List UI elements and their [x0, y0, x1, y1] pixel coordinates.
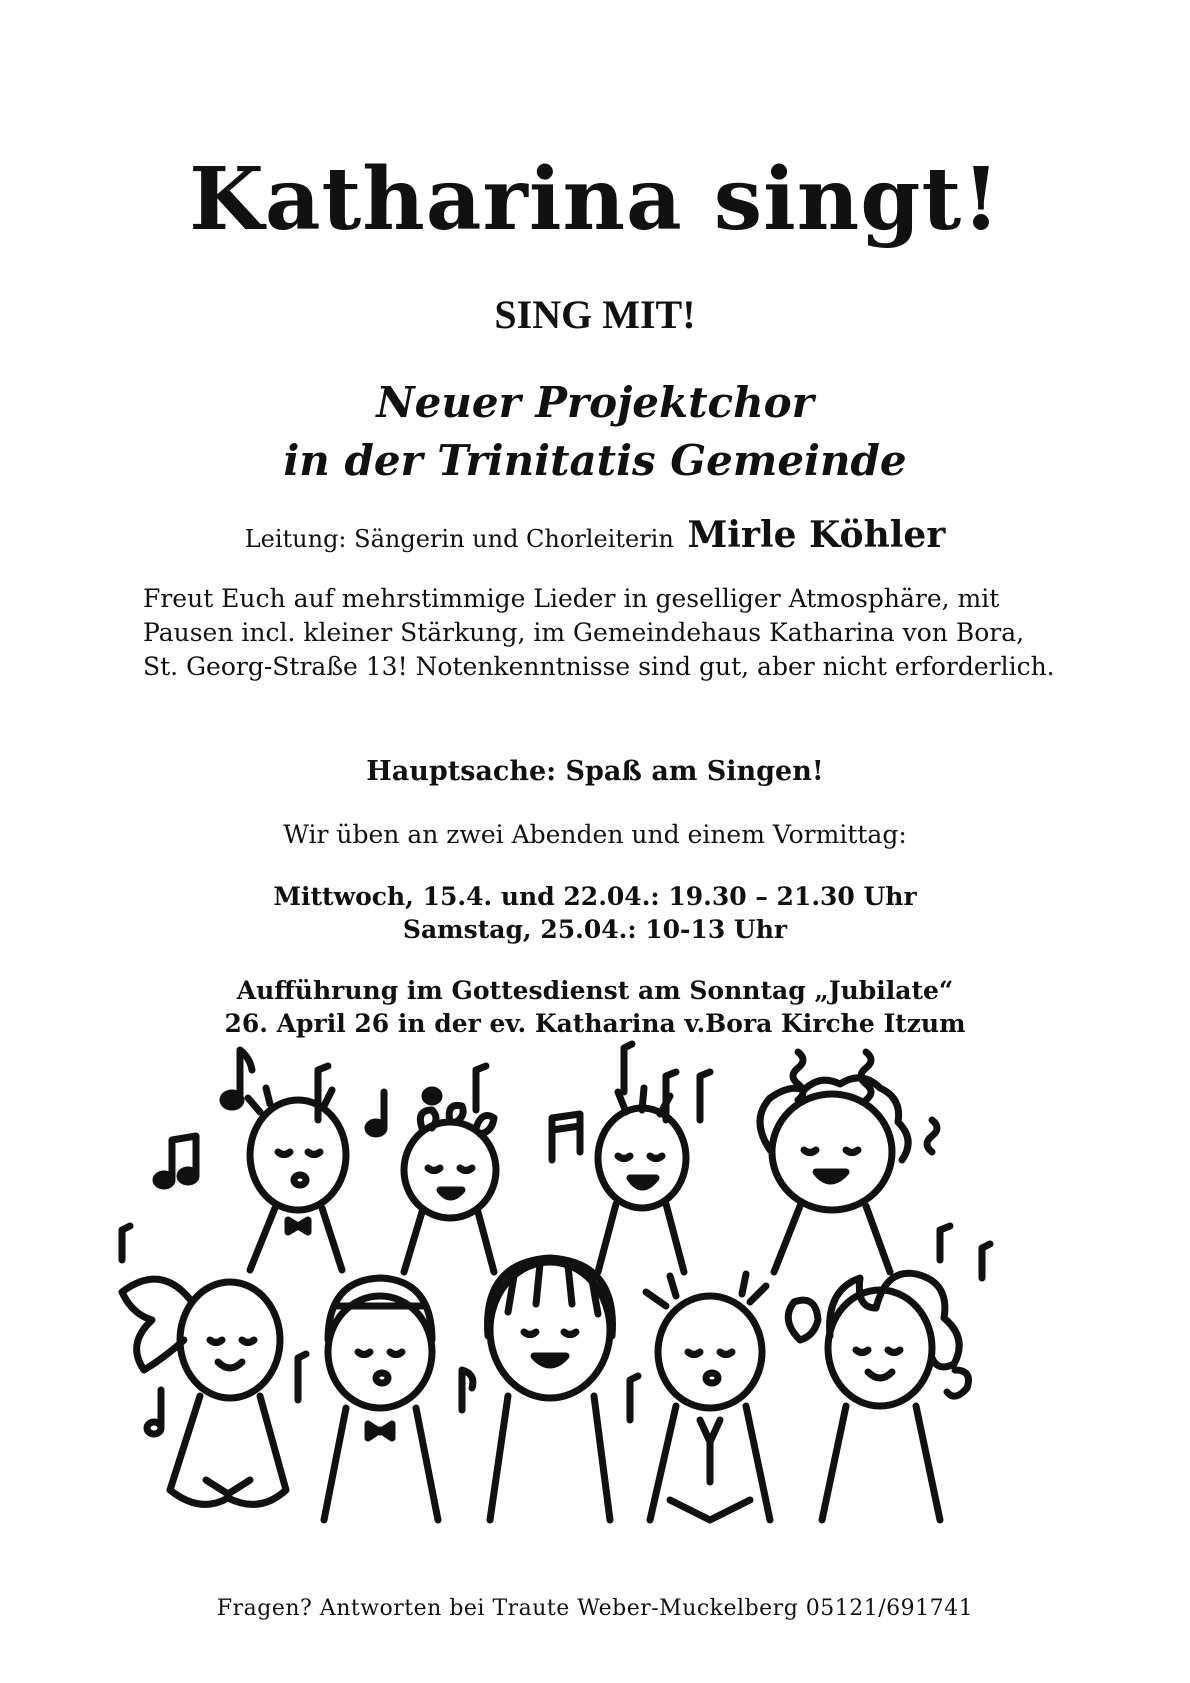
leader-name: Mirle Köhler	[687, 514, 946, 556]
singer-back-1	[248, 1088, 346, 1270]
performance-line: Aufführung im Gottesdienst am Sonntag „Jubilate“	[236, 976, 954, 1005]
singer-front-3	[488, 1258, 613, 1520]
intro-paragraph: Freut Euch auf mehrstimmige Lieder in geselliger Atmosphäre, mit Pausen incl. kleiner Stärkung, im Gemeindehaus Katharina von Bora, St. Georg-Straße 13! Notenkenntnisse sind gut, aber nicht erforderlich.	[143, 584, 1055, 681]
practice-intro: Wir üben an zwei Abenden und einem Vormittag:	[283, 820, 907, 849]
performance-info	[0, 974, 1190, 1040]
rehearsal-date: Mittwoch, 15.4. und 22.04.: 19.30 – 21.30 Uhr	[273, 882, 917, 911]
choir-illustration	[110, 1040, 1090, 1565]
music-note-icon	[425, 1090, 439, 1102]
music-note-icon	[298, 1354, 306, 1400]
music-note-icon	[476, 1066, 486, 1110]
music-note-icon	[982, 1244, 990, 1278]
music-note-icon	[462, 1370, 473, 1410]
singer-front-5	[788, 1273, 959, 1520]
singer-front-1	[122, 1279, 286, 1504]
music-note-icon	[700, 1072, 710, 1120]
project-line: in der Trinitatis Gemeinde	[283, 436, 907, 485]
project-heading	[0, 374, 1190, 490]
singer-back-4	[760, 1078, 908, 1272]
singer-front-4	[646, 1274, 770, 1520]
singer-front-2	[324, 1278, 438, 1520]
music-note-icon	[122, 1226, 130, 1260]
music-note-icon	[793, 1052, 803, 1100]
music-note-icon	[552, 1114, 580, 1160]
music-note-icon	[156, 1136, 196, 1186]
music-note-icon	[630, 1376, 638, 1420]
project-line: Neuer Projektchor	[376, 378, 814, 427]
rehearsal-dates	[0, 880, 1190, 946]
music-note-icon	[927, 1120, 937, 1152]
flyer-title: Katharina singt!	[189, 149, 1001, 250]
singer-back-3	[598, 1088, 686, 1272]
music-note-icon	[624, 1044, 632, 1092]
flyer-subtitle: SING MIT!	[494, 292, 696, 337]
music-note-icon	[940, 1226, 950, 1260]
motto: Hauptsache: Spaß am Singen!	[366, 756, 824, 787]
contact-footer: Fragen? Antworten bei Traute Weber-Muckelberg 05121/691741	[216, 1596, 974, 1621]
music-note-icon	[368, 1092, 384, 1134]
music-note-icon	[147, 1390, 161, 1434]
leader-line	[0, 510, 1190, 564]
performance-line: 26. April 26 in der ev. Katharina v.Bora Kirche Itzum	[224, 1009, 966, 1038]
music-note-icon	[947, 1370, 969, 1396]
leader-prefix: Leitung: Sängerin und Chorleiterin	[244, 525, 674, 553]
rehearsal-date: Samstag, 25.04.: 10-13 Uhr	[402, 915, 788, 944]
singer-back-2	[404, 1105, 496, 1272]
